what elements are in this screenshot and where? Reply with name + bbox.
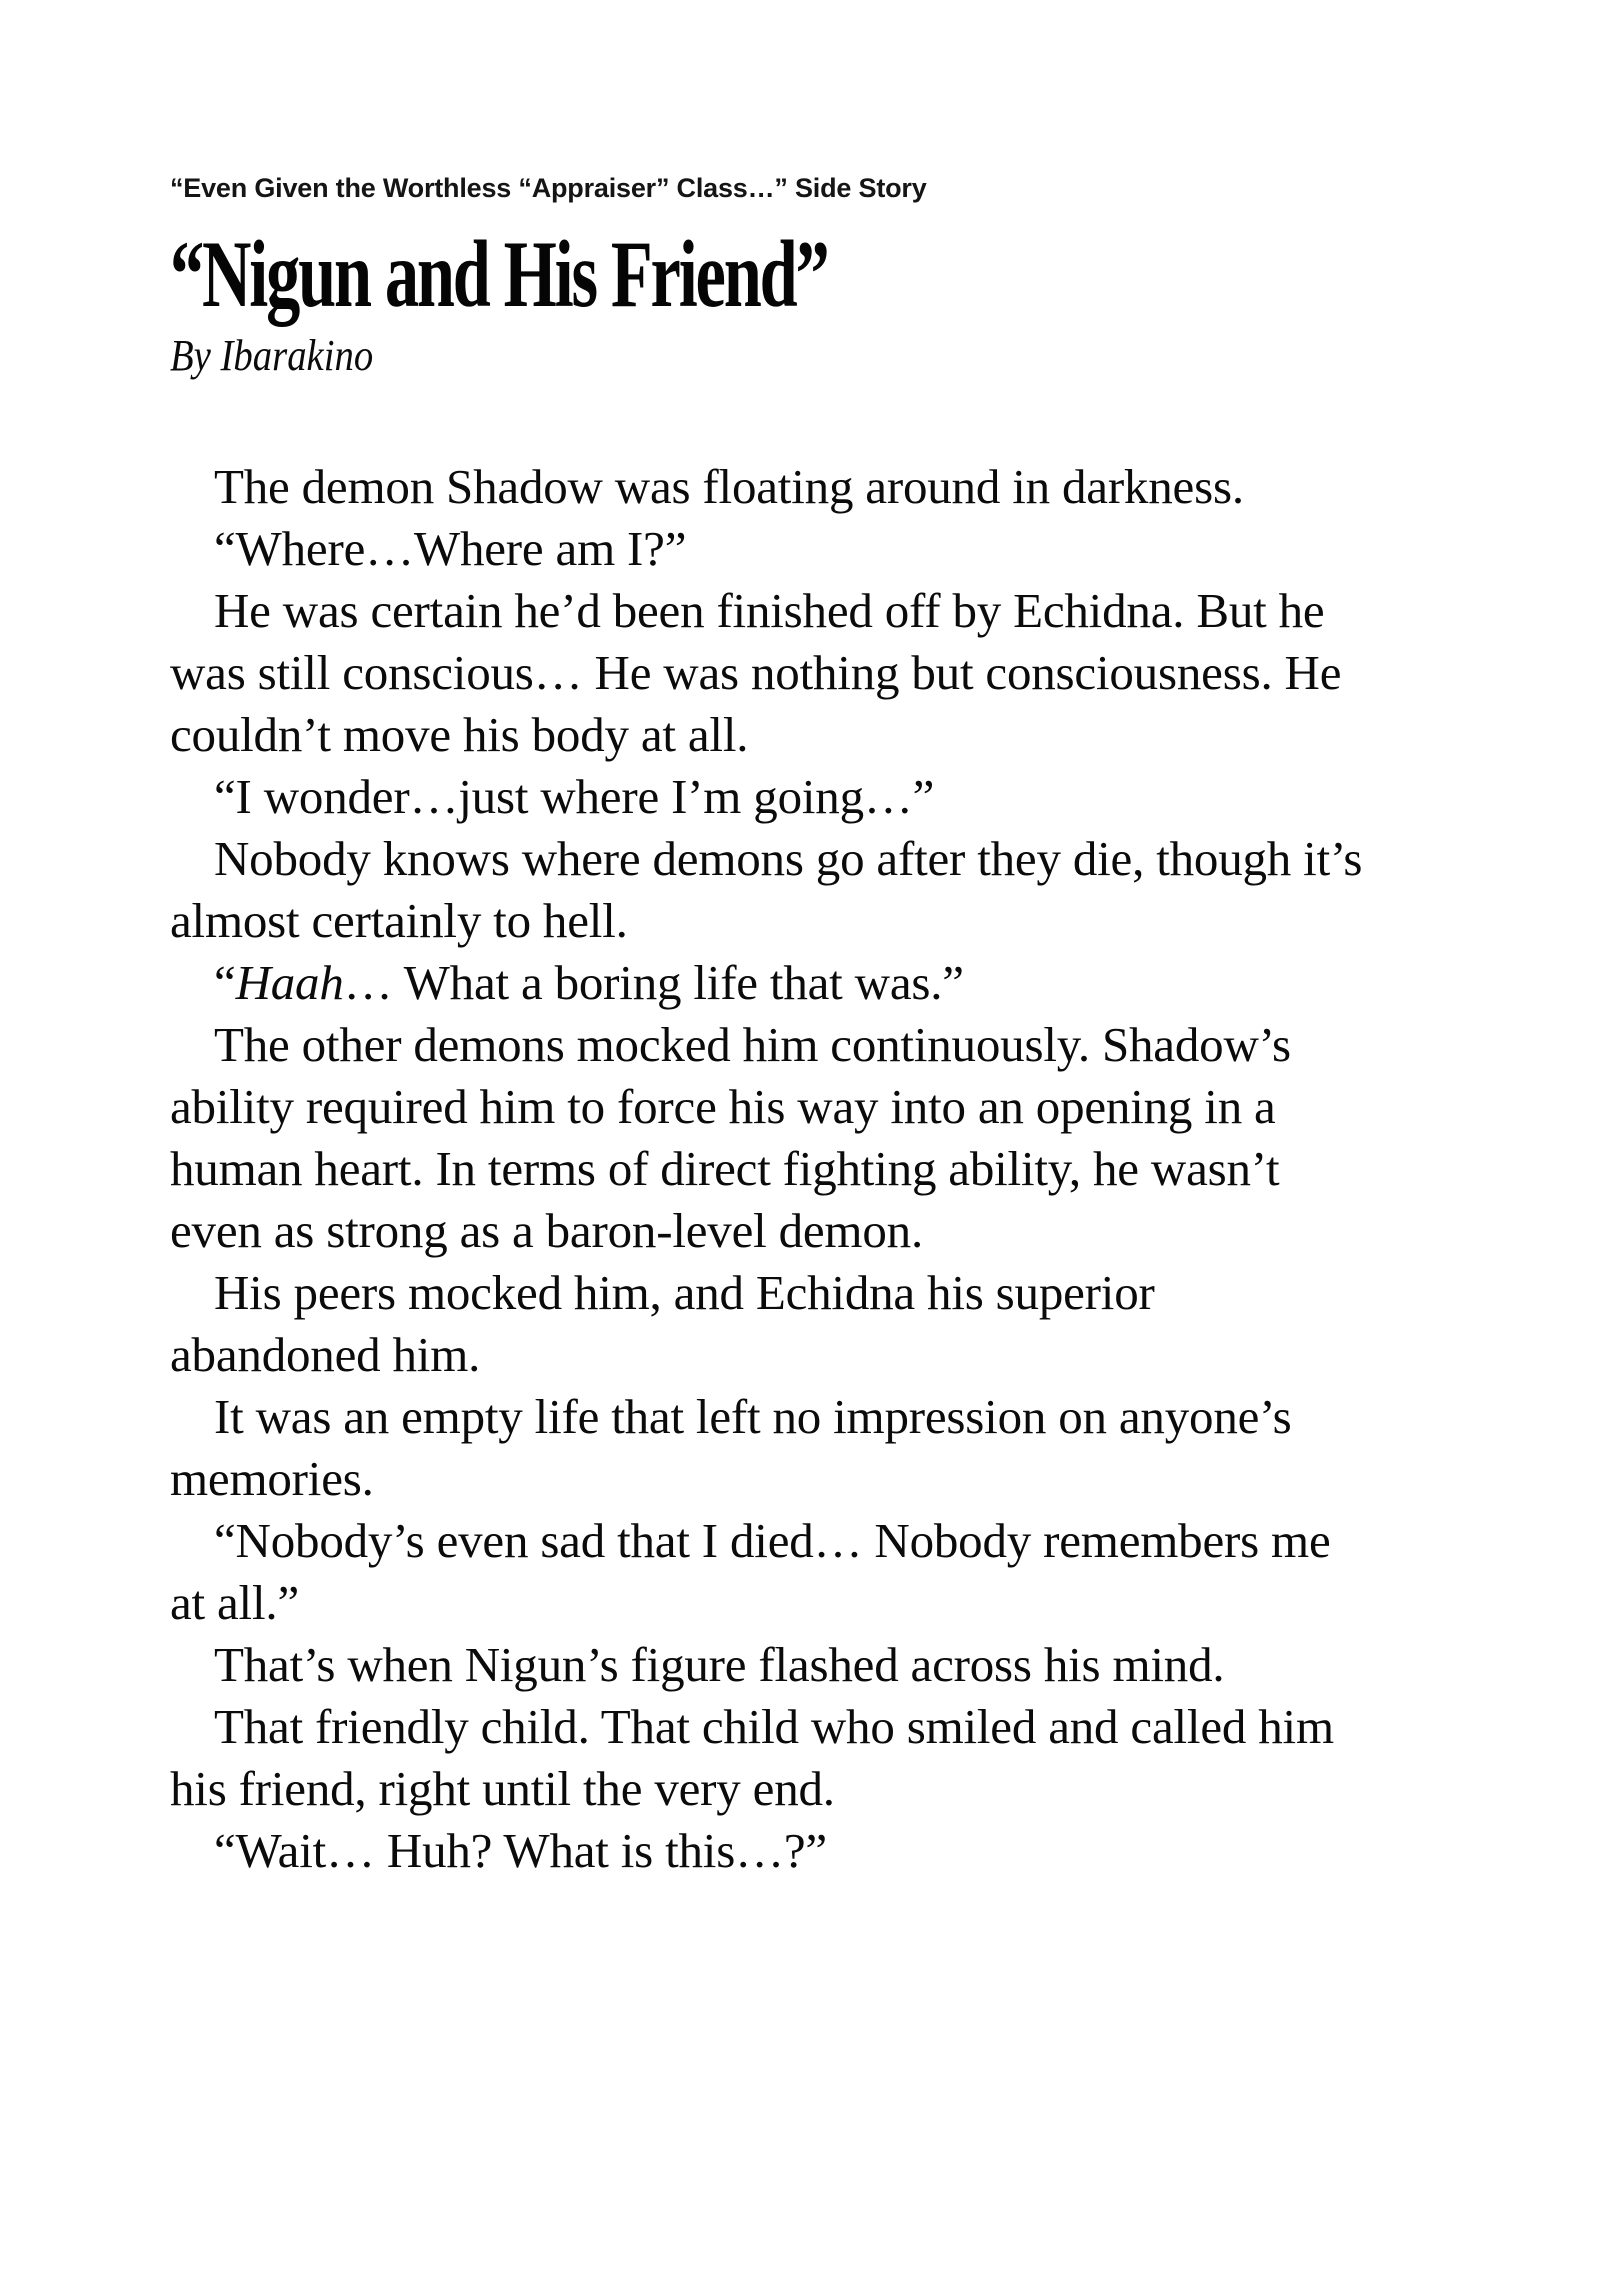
story-body	[170, 456, 1465, 1882]
text-line	[170, 1758, 1465, 1820]
text-run: “	[214, 955, 236, 1010]
text-line	[170, 642, 1465, 704]
text-line	[170, 766, 1465, 828]
text-run: abandoned him.	[170, 1327, 481, 1382]
text-run: His peers mocked him, and Echidna his superior	[214, 1265, 1155, 1320]
text-line	[170, 890, 1465, 952]
text-line	[170, 1076, 1465, 1138]
text-line	[170, 1200, 1465, 1262]
text-run: “Nobody’s even sad that I died… Nobody remembers me	[214, 1513, 1331, 1568]
text-line	[170, 704, 1465, 766]
italic-text-run: Haah	[235, 955, 344, 1010]
paragraph	[170, 1510, 1465, 1634]
text-run: It was an empty life that left no impression on anyone’s	[214, 1389, 1292, 1444]
text-run: Nobody knows where demons go after they die, though it’s	[214, 831, 1363, 886]
series-header: “Even Given the Worthless “Appraiser” Class…” Side Story	[170, 173, 927, 203]
text-line	[170, 1138, 1465, 1200]
text-run: “I wonder…just where I’m going…”	[214, 769, 935, 824]
text-line	[170, 1262, 1465, 1324]
paragraph	[170, 456, 1465, 518]
text-run: even as strong as a baron-level demon.	[170, 1203, 924, 1258]
text-run: That friendly child. That child who smiled and called him	[214, 1699, 1334, 1754]
text-line	[170, 828, 1465, 890]
paragraph	[170, 580, 1465, 766]
text-run: ability required him to force his way into an opening in a	[170, 1079, 1276, 1134]
text-run: human heart. In terms of direct fighting ability, he wasn’t	[170, 1141, 1280, 1196]
text-line	[170, 456, 1465, 518]
text-column	[170, 172, 1465, 1882]
paragraph	[170, 828, 1465, 952]
text-line	[170, 1448, 1465, 1510]
text-run: The other demons mocked him continuously. Shadow’s	[214, 1017, 1291, 1072]
text-line	[170, 1696, 1465, 1758]
paragraph	[170, 1696, 1465, 1820]
text-line	[170, 1510, 1465, 1572]
text-line	[170, 1324, 1465, 1386]
text-line	[170, 952, 1465, 1014]
text-line	[170, 1634, 1465, 1696]
text-line	[170, 518, 1465, 580]
page-title: “Nigun and His Friend”	[170, 221, 828, 327]
text-run: almost certainly to hell.	[170, 893, 628, 948]
paragraph	[170, 952, 1465, 1014]
paragraph	[170, 766, 1465, 828]
paragraph	[170, 1386, 1465, 1510]
text-run: was still conscious… He was nothing but consciousness. He	[170, 645, 1342, 700]
paragraph	[170, 1820, 1465, 1882]
paragraph	[170, 1262, 1465, 1386]
text-line	[170, 1820, 1465, 1882]
text-run: He was certain he’d been finished off by Echidna. But he	[214, 583, 1325, 638]
text-run: at all.”	[170, 1575, 299, 1630]
text-line	[170, 1014, 1465, 1076]
paragraph	[170, 1634, 1465, 1696]
text-run: “Where…Where am I?”	[214, 521, 687, 576]
text-run: couldn’t move his body at all.	[170, 707, 749, 762]
text-run: … What a boring life that was.”	[343, 955, 964, 1010]
text-line	[170, 1572, 1465, 1634]
byline: By Ibarakino	[170, 331, 374, 380]
text-line	[170, 1386, 1465, 1448]
text-line	[170, 580, 1465, 642]
text-run: his friend, right until the very end.	[170, 1761, 835, 1816]
paragraph	[170, 518, 1465, 580]
text-run: That’s when Nigun’s figure flashed across his mind.	[214, 1637, 1225, 1692]
text-run: “Wait… Huh? What is this…?”	[214, 1823, 827, 1878]
text-run: The demon Shadow was floating around in darkness.	[214, 459, 1244, 514]
text-run: memories.	[170, 1451, 374, 1506]
paragraph	[170, 1014, 1465, 1262]
